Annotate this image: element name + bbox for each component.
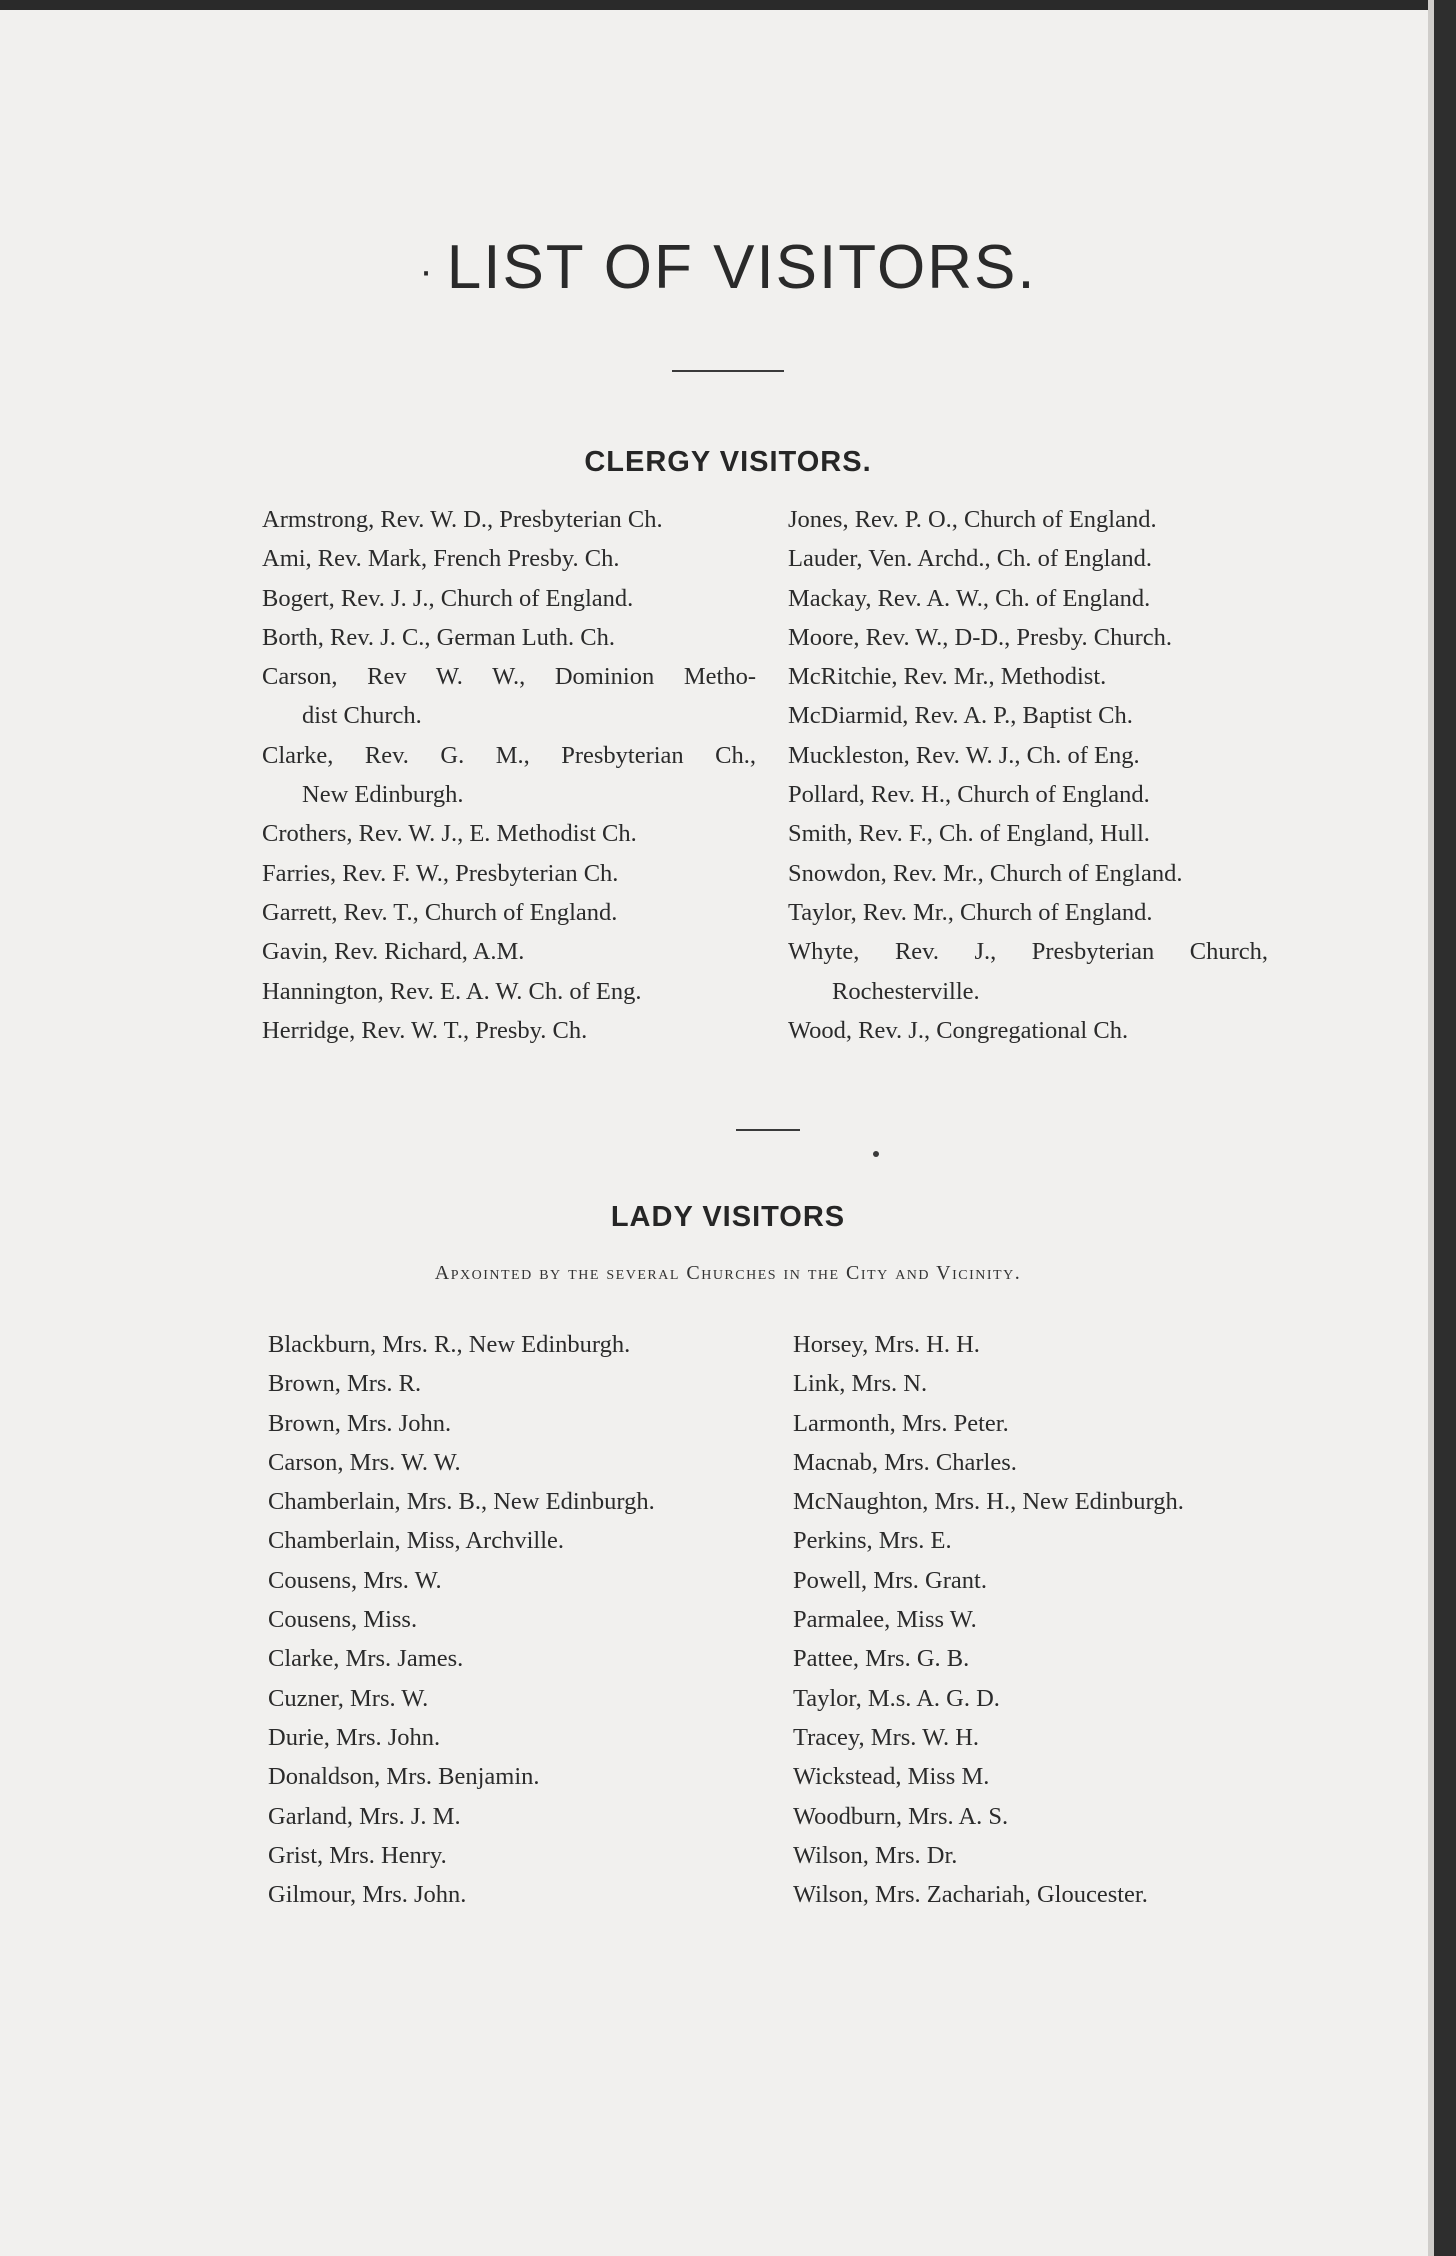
lady-entry: Macnab, Mrs. Charles. xyxy=(793,1448,1017,1476)
lady-entry: Cousens, Mrs. W. xyxy=(268,1566,442,1594)
clergy-entry xyxy=(788,736,1268,775)
clergy-entry xyxy=(788,539,1268,578)
lady-entry: Clarke, Mrs. James. xyxy=(268,1645,464,1673)
clergy-entry-text: Armstrong, Rev. W. D., Presbyterian Ch. xyxy=(262,506,663,533)
clergy-entry xyxy=(788,814,1268,853)
clergy-entry-text: Taylor, Rev. Mr., Church of England. xyxy=(788,898,1153,926)
clergy-list-right xyxy=(788,500,1268,1050)
clergy-entry-text: McDiarmid, Rev. A. P., Baptist Ch. xyxy=(788,702,1133,730)
clergy-entry xyxy=(262,539,756,578)
clergy-entry xyxy=(262,618,756,657)
clergy-entry xyxy=(788,893,1268,932)
clergy-entry-text: Smith, Rev. F., Ch. of England, Hull. xyxy=(788,820,1150,848)
lady-heading: LADY VISITORS xyxy=(610,1201,846,1233)
clergy-entry xyxy=(788,696,1268,735)
lady-entry: Perkins, Mrs. E. xyxy=(793,1527,952,1555)
page-title xyxy=(0,232,1456,303)
clergy-entry xyxy=(262,579,756,618)
clergy-entry xyxy=(262,972,756,1011)
clergy-entry xyxy=(262,814,756,853)
clergy-entry-text: Farries, Rev. F. W., Presbyterian Ch. xyxy=(262,859,619,887)
clergy-entry-text: Herridge, Rev. W. T., Presby. Ch. xyxy=(262,1016,588,1044)
title-rule xyxy=(672,370,784,372)
clergy-list-left xyxy=(262,500,756,1050)
clergy-entry xyxy=(788,657,1268,696)
lady-entry: Chamberlain, Miss, Archville. xyxy=(268,1527,564,1555)
clergy-entry-text: Whyte, Rev. J., Presbyterian Church, xyxy=(788,938,1268,966)
lady-entry: Larmonth, Mrs. Peter. xyxy=(793,1409,1009,1437)
lady-entry: Gilmour, Mrs. John. xyxy=(268,1881,467,1909)
clergy-entry-text: Muckleston, Rev. W. J., Ch. of Eng. xyxy=(788,741,1140,769)
clergy-entry-text: Crothers, Rev. W. J., E. Methodist Ch. xyxy=(262,820,637,848)
lady-list-right xyxy=(793,1325,1313,1914)
lady-entry: Woodburn, Mrs. A. S. xyxy=(793,1802,1009,1830)
lady-subheading: Apxointed by the several Churches in the City and Vicinity. xyxy=(434,1262,1022,1284)
clergy-entry-text: Garrett, Rev. T., Church of England. xyxy=(262,898,618,926)
clergy-entry xyxy=(788,1011,1268,1050)
lady-entry: Wilson, Mrs. Dr. xyxy=(793,1841,958,1869)
clergy-entry xyxy=(788,618,1268,657)
clergy-entry xyxy=(788,500,1268,539)
lady-entry: Tracey, Mrs. W. H. xyxy=(793,1723,980,1751)
clergy-entry-continuation: New Edinburgh. xyxy=(302,781,464,809)
clergy-entry xyxy=(788,775,1268,814)
clergy-entry-text: Jones, Rev. P. O., Church of England. xyxy=(788,506,1157,533)
lady-entry: Chamberlain, Mrs. B., New Edinburgh. xyxy=(268,1488,655,1516)
lady-entry: Taylor, M.s. A. G. D. xyxy=(793,1684,1000,1712)
lady-entry: Cousens, Miss. xyxy=(268,1606,418,1634)
clergy-entry-text: Hannington, Rev. E. A. W. Ch. of Eng. xyxy=(262,977,642,1005)
clergy-entry xyxy=(262,500,756,539)
section-rule xyxy=(736,1129,800,1131)
clergy-heading: CLERGY VISITORS. xyxy=(584,446,872,478)
clergy-entry-text: Wood, Rev. J., Congregational Ch. xyxy=(788,1016,1129,1044)
lady-entry: Horsey, Mrs. H. H. xyxy=(793,1331,980,1358)
clergy-entry xyxy=(262,1011,756,1050)
page-title-text: LIST OF VISITORS. xyxy=(446,233,1037,302)
clergy-entry-text: Lauder, Ven. Archd., Ch. of England. xyxy=(788,545,1152,573)
lady-entry: Powell, Mrs. Grant. xyxy=(793,1566,987,1594)
lady-entry: Cuzner, Mrs. W. xyxy=(268,1684,429,1712)
clergy-entry-text: Mackay, Rev. A. W., Ch. of England. xyxy=(788,584,1151,612)
clergy-entry-text: Ami, Rev. Mark, French Presby. Ch. xyxy=(262,545,620,573)
clergy-entry xyxy=(262,657,756,736)
clergy-entry xyxy=(262,932,756,971)
clergy-entry-text: Borth, Rev. J. C., German Luth. Ch. xyxy=(262,623,615,651)
lady-entry: Wickstead, Miss M. xyxy=(793,1763,990,1791)
clergy-entry xyxy=(262,893,756,932)
clergy-entry xyxy=(262,854,756,893)
clergy-entry xyxy=(788,932,1268,1011)
lady-entry: Carson, Mrs. W. W. xyxy=(268,1448,461,1476)
lady-entry: Brown, Mrs. R. xyxy=(268,1370,422,1398)
clergy-entry-text: Moore, Rev. W., D-D., Presby. Church. xyxy=(788,623,1173,651)
clergy-entry xyxy=(788,854,1268,893)
scan-right-border xyxy=(1434,0,1456,2256)
lady-entry: Link, Mrs. N. xyxy=(793,1370,928,1398)
clergy-entry-text: Pollard, Rev. H., Church of England. xyxy=(788,781,1150,809)
lady-entry: Pattee, Mrs. G. B. xyxy=(793,1645,970,1673)
lady-entry: Durie, Mrs. John. xyxy=(268,1723,441,1751)
lady-entry: Blackburn, Mrs. R., New Edinburgh. xyxy=(268,1331,631,1358)
lady-entry: Brown, Mrs. John. xyxy=(268,1409,452,1437)
lady-entry: Grist, Mrs. Henry. xyxy=(268,1841,447,1869)
ink-speck xyxy=(873,1151,879,1157)
clergy-entry-text: Bogert, Rev. J. J., Church of England. xyxy=(262,584,634,612)
clergy-entry-continuation: dist Church. xyxy=(302,702,422,730)
scan-top-border xyxy=(0,0,1456,10)
clergy-entry-text: Snowdon, Rev. Mr., Church of England. xyxy=(788,859,1183,887)
lady-list-left xyxy=(268,1325,768,1914)
lady-entry: McNaughton, Mrs. H., New Edinburgh. xyxy=(793,1488,1184,1516)
clergy-entry-text: Gavin, Rev. Richard, A.M. xyxy=(262,938,525,966)
clergy-entry-text: Clarke, Rev. G. M., Presbyterian Ch., xyxy=(262,741,756,769)
clergy-entry-text: McRitchie, Rev. Mr., Methodist. xyxy=(788,663,1107,691)
lady-entry: Donaldson, Mrs. Benjamin. xyxy=(268,1763,540,1791)
clergy-entry-continuation: Rochesterville. xyxy=(832,977,980,1005)
clergy-entry-text: Carson, Rev W. W., Dominion Metho- xyxy=(262,663,756,691)
lady-entry: Parmalee, Miss W. xyxy=(793,1606,977,1634)
lady-entry: Garland, Mrs. J. M. xyxy=(268,1802,461,1830)
title-mark: · xyxy=(419,249,435,294)
clergy-entry xyxy=(262,736,756,815)
clergy-entry xyxy=(788,579,1268,618)
lady-entry: Wilson, Mrs. Zachariah, Gloucester. xyxy=(793,1881,1148,1909)
